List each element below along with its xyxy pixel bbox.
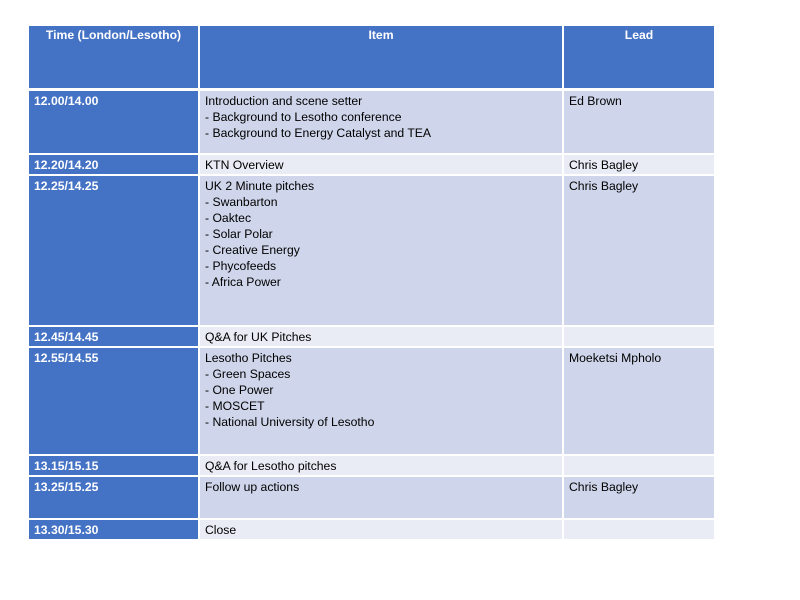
time-cell: 13.25/15.25 (28, 476, 199, 519)
item-line: KTN Overview (205, 157, 284, 172)
lead-cell (563, 519, 715, 540)
time-cell: 13.30/15.30 (28, 519, 199, 540)
header-time: Time (London/Lesotho) (28, 25, 199, 90)
item-line: Introduction and scene setter (205, 94, 363, 108)
item-line: UK 2 Minute pitches (205, 178, 315, 193)
agenda-table (27, 24, 716, 541)
item-cell (199, 90, 563, 154)
item-line: - Solar Polar (205, 226, 273, 241)
lead-cell: Chris Bagley (563, 154, 715, 175)
item-line: Q&A for Lesotho pitches (205, 458, 337, 473)
item-line: - MOSCET (205, 398, 265, 413)
header-lead: Lead (563, 25, 715, 90)
header-item: Item (199, 25, 563, 90)
item-line: - Oaktec (205, 210, 252, 225)
item-line: - Background to Lesotho conference (205, 110, 402, 124)
item-line: - One Power (205, 382, 274, 397)
time-cell: 12.25/14.25 (28, 175, 199, 326)
item-line: - Creative Energy (205, 242, 300, 257)
item-cell (199, 455, 563, 476)
lead-cell: Moeketsi Mpholo (563, 347, 715, 455)
table-row (28, 455, 715, 476)
lead-cell: Ed Brown (563, 90, 715, 154)
item-line: - Africa Power (205, 274, 281, 289)
item-line: - Phycofeeds (205, 258, 277, 273)
item-line: - Background to Energy Catalyst and TEA (205, 126, 432, 140)
table-row (28, 175, 715, 326)
lead-cell (563, 455, 715, 476)
header-row (28, 25, 715, 90)
item-line: - Green Spaces (205, 366, 291, 381)
time-cell: 12.55/14.55 (28, 347, 199, 455)
lead-cell (563, 326, 715, 347)
item-cell (199, 154, 563, 175)
item-cell (199, 476, 563, 519)
item-line: Follow up actions (205, 479, 300, 494)
item-cell (199, 326, 563, 347)
table-row (28, 476, 715, 519)
table-row (28, 519, 715, 540)
time-cell: 12.45/14.45 (28, 326, 199, 347)
item-line: Lesotho Pitches (205, 350, 292, 365)
item-cell (199, 519, 563, 540)
table-row (28, 154, 715, 175)
time-cell: 12.20/14.20 (28, 154, 199, 175)
lead-cell: Chris Bagley (563, 476, 715, 519)
item-cell (199, 347, 563, 455)
table-row (28, 90, 715, 154)
item-cell (199, 175, 563, 326)
item-line: - Swanbarton (205, 194, 278, 209)
table-row (28, 326, 715, 347)
lead-cell: Chris Bagley (563, 175, 715, 326)
time-cell: 12.00/14.00 (28, 90, 199, 154)
item-line: Close (205, 522, 237, 537)
time-cell: 13.15/15.15 (28, 455, 199, 476)
item-line: Q&A for UK Pitches (205, 329, 312, 344)
table-row (28, 347, 715, 455)
item-line: - National University of Lesotho (205, 414, 375, 429)
